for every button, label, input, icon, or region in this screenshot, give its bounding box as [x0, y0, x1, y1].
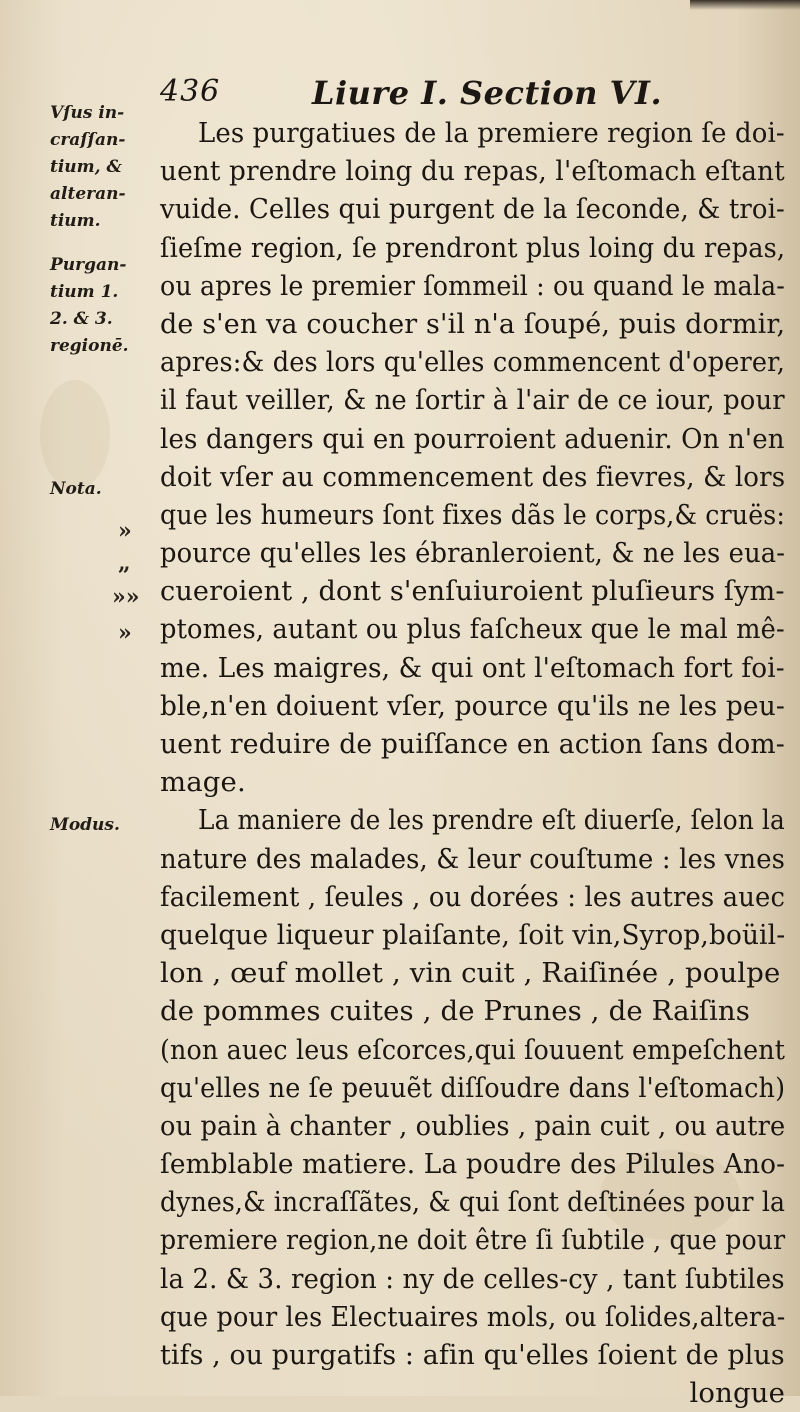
text-line: lon , œuf mollet , vin cuit , Raiſinée , poulpe — [160, 957, 781, 990]
text-line: cueroient , dont s'enſuiuroient pluſieurs ſym- — [160, 575, 785, 608]
text-line: ou apres le premier ſommeil : ou quand le mala- — [160, 269, 785, 302]
text-line: facilement , ſeules , ou dorées : les autres auec — [160, 880, 786, 913]
text-line: apres:& des lors qu'elles commencent d'operer, — [160, 346, 785, 379]
page-edge-shadow — [690, 0, 800, 10]
body-text — [160, 114, 785, 1412]
paper-stain — [40, 380, 110, 490]
margin-note-purgantium: Purgan- tium 1. 2. & 3. regionē. — [50, 255, 129, 356]
text-line: ſieſme region, ſe prendront plus loing du repas, — [160, 231, 786, 264]
text-line: uent reduire de puiſſance en action ſans dom- — [160, 728, 785, 760]
text-line: de s'en va coucher s'il n'a ſoupé, puis dormir, — [160, 307, 786, 340]
text-line: (non auec leus eſcorces,qui ſouuent empeſchent — [160, 1033, 786, 1066]
text-line: qu'elles ne ſe peuuẽt diſſoudre dans l'eſtomach) — [160, 1071, 786, 1104]
text-line: doit vſer au commencement des fievres, & lors — [160, 460, 786, 493]
text-line: me. Les maigres, & qui ont l'eſtomach fort foi- — [160, 651, 785, 684]
text-line: ou pain à chanter , oublies , pain cuit , ou autre — [160, 1109, 786, 1142]
quote-mark: »» — [112, 584, 140, 610]
quote-mark: » — [118, 620, 132, 646]
margin-note-modus: Modus. — [50, 815, 120, 835]
text-line: les dangers qui en pourroient aduenir. On n'en — [160, 422, 785, 455]
text-line: il faut veiller, & ne ſortir à l'air de ce iour, pour — [160, 384, 785, 417]
text-line: vuide. Celles qui purgent de la ſeconde, & troi- — [160, 193, 785, 226]
text-line: La maniere de les prendre eſt diuerſe, ſelon la — [198, 804, 785, 837]
text-line: dynes,& incraſſãtes, & qui ſont deſtinées pour la — [160, 1186, 786, 1219]
page-number: 436 — [160, 74, 221, 109]
text-line: ble,n'en doiuent vſer, pource qu'ils ne les peu- — [160, 689, 785, 722]
catchword: longue — [689, 1377, 785, 1410]
text-line: premiere region,ne doit être ſi ſubtile , que pour — [160, 1224, 786, 1257]
margin-note-vsus: Vſus in- craſſan- tium, & alteran- tium. — [50, 103, 126, 231]
text-line: que pour les Electuaires mols, ou ſolides,altera- — [160, 1300, 786, 1333]
text-line: Les purgatiues de la premiere region ſe doi- — [198, 117, 785, 149]
margin-note-nota: Nota. — [50, 479, 102, 499]
text-line: de pommes cuites , de Prunes , de Raiſins — [160, 995, 751, 1028]
text-line: quelque liqueur plaiſante, ſoit vin,Syrop,boüil- — [160, 918, 786, 951]
running-title: Liure I. Section VI. — [312, 74, 663, 112]
text-line: nature des malades, & leur couſtume : les vnes — [160, 842, 786, 875]
text-line: tifs , ou purgatifs : afin qu'elles ſoient de plus — [160, 1339, 785, 1371]
text-line: ſemblable matiere. La poudre des Pilules Ano- — [160, 1148, 786, 1181]
text-line: que les humeurs ſont fixes dãs le corps,& cruës: — [160, 498, 786, 531]
text-line: mage. — [160, 766, 246, 799]
quote-mark: » — [118, 518, 132, 544]
text-line: uent prendre loing du repas, l'eſtomach eſtant — [160, 155, 785, 188]
text-line: pource qu'elles les ébranleroient, & ne les eua- — [160, 537, 786, 570]
text-line: la 2. & 3. region : ny de celles-cy , tant ſubtiles — [160, 1262, 785, 1295]
quote-mark: „ — [118, 550, 131, 576]
text-line: ptomes, autant ou plus faſcheux que le mal mê- — [160, 613, 785, 646]
